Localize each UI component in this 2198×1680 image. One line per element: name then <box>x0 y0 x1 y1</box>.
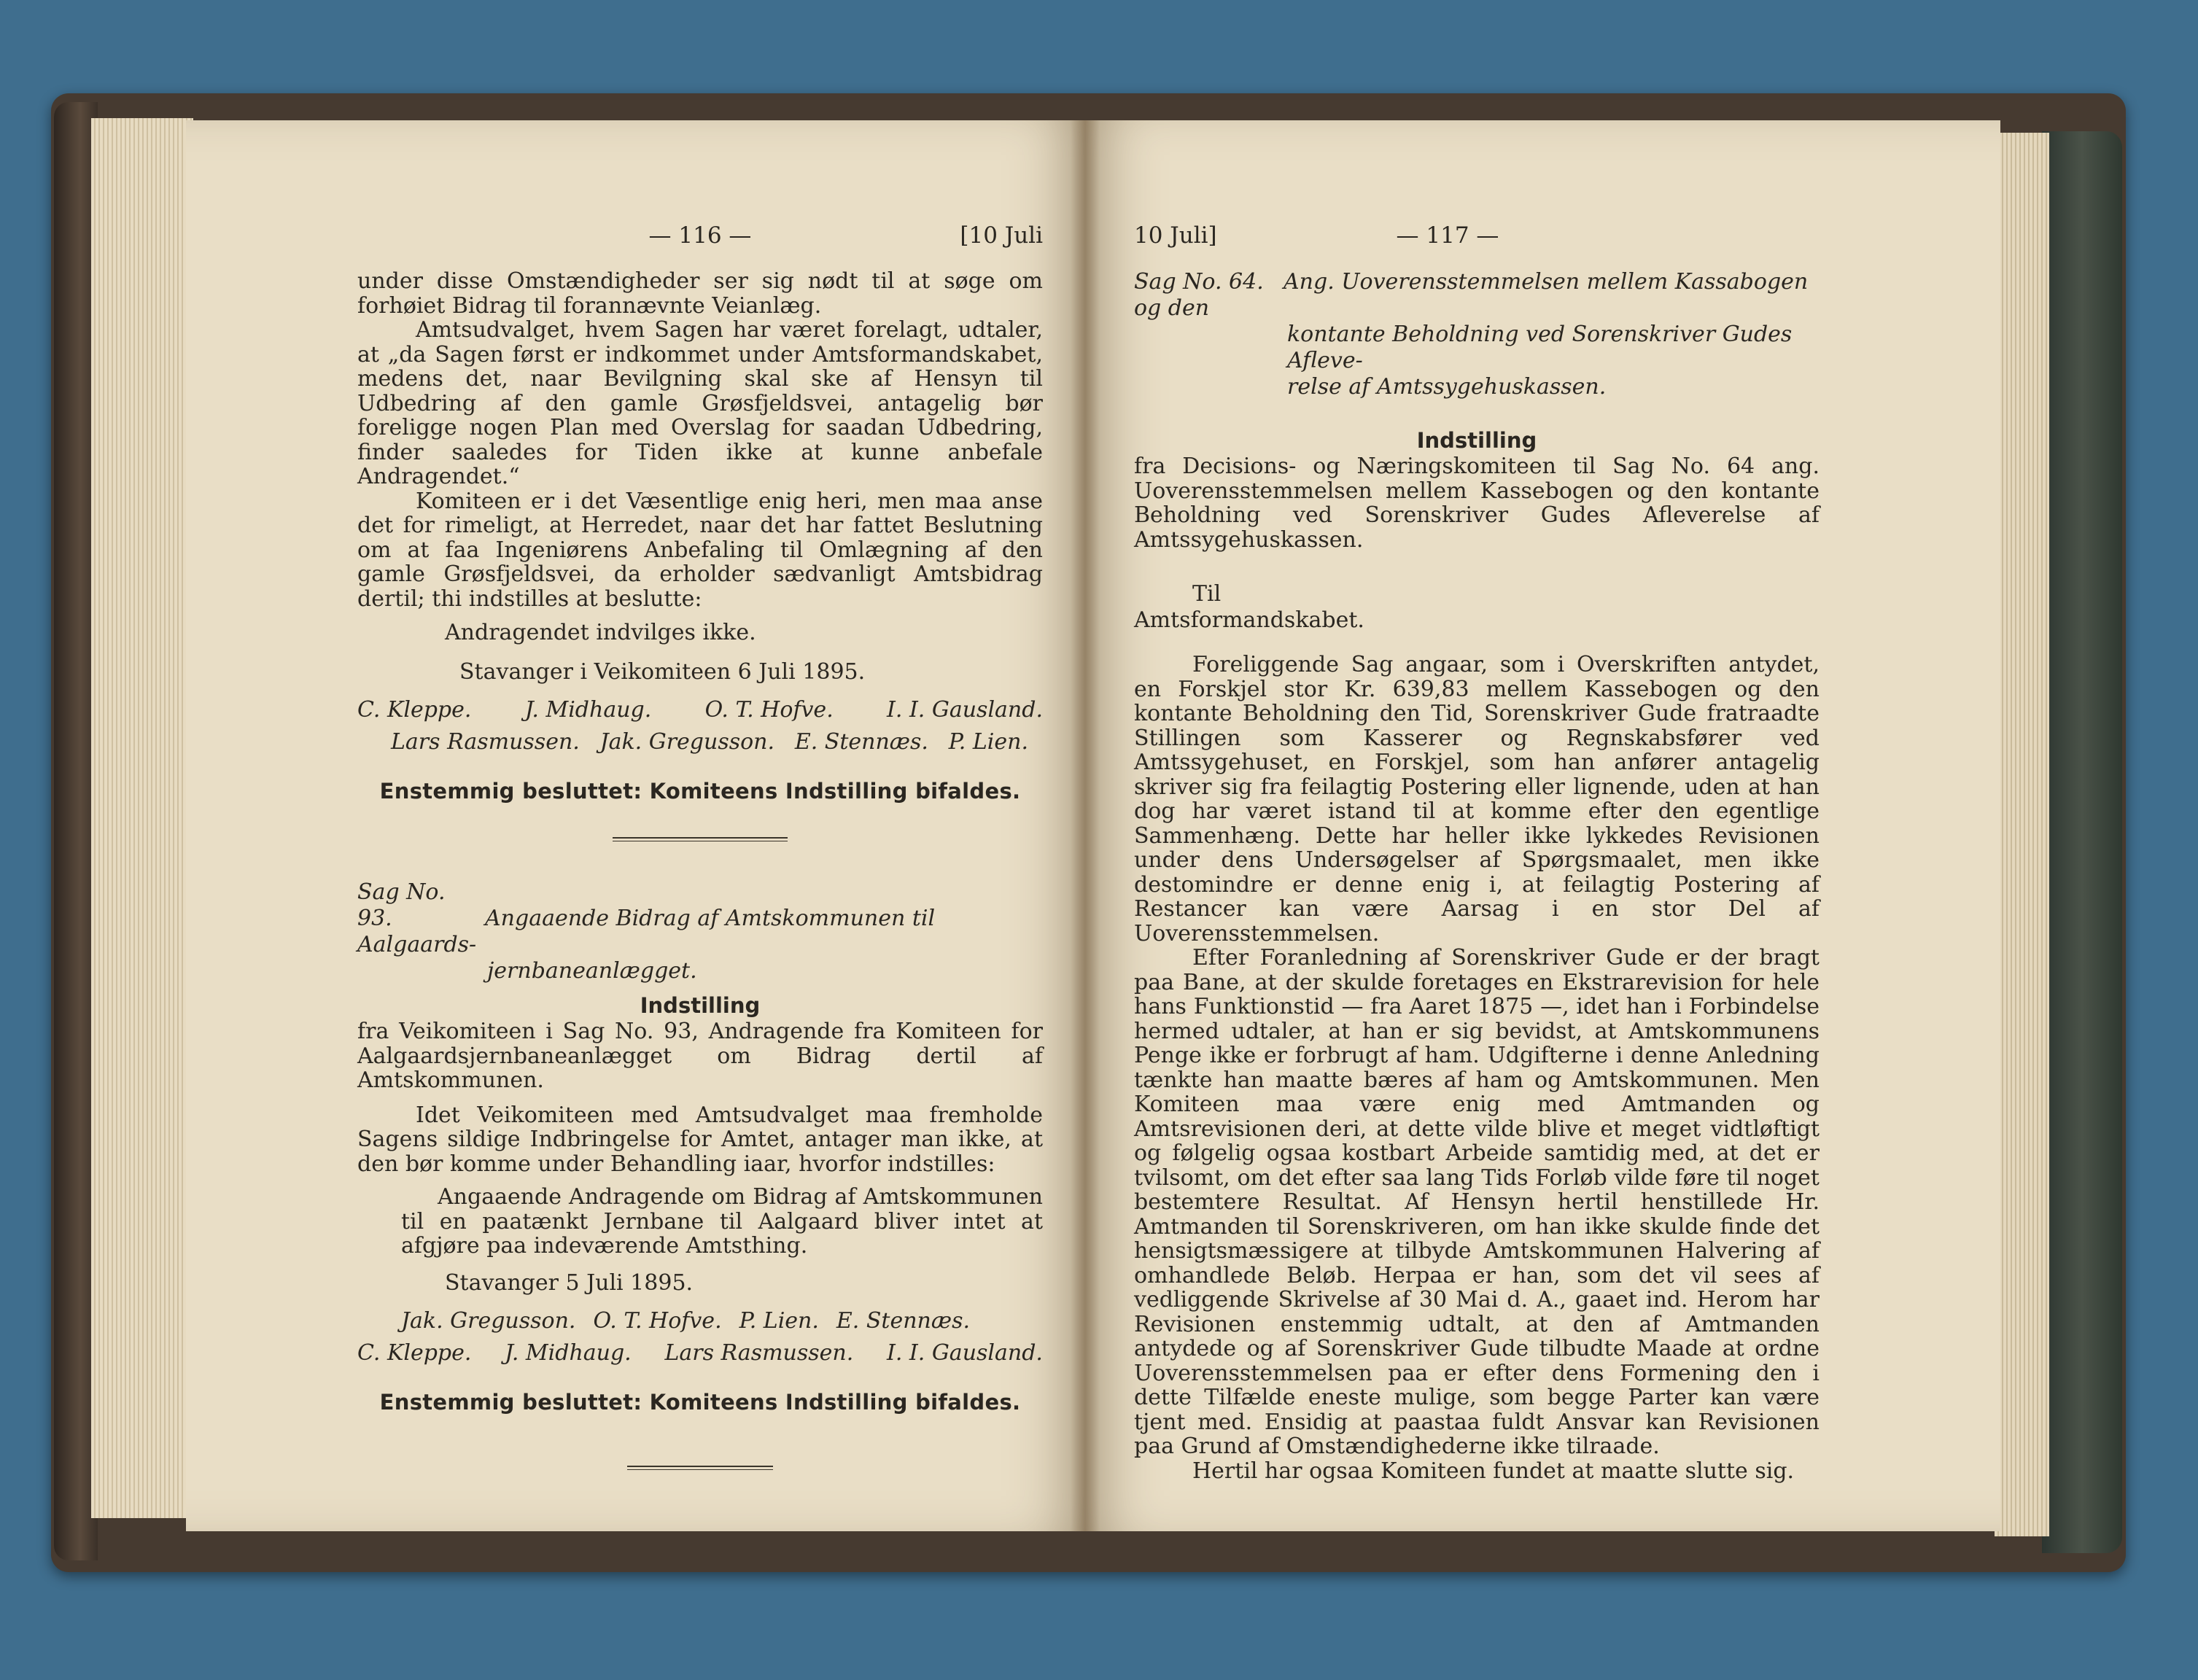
decision: Enstemmig besluttet: Komiteens Indstilling bifaldes. <box>379 779 1021 804</box>
signature: Lars Rasmussen. <box>391 729 580 755</box>
page-stack-left <box>91 118 193 1518</box>
right-page-text <box>1134 222 1820 1483</box>
section-divider <box>613 837 788 841</box>
case-heading <box>1134 269 1820 400</box>
salutation: Til <box>1192 581 1222 607</box>
signature-row <box>357 1337 1043 1369</box>
case-title: jernbaneanlægget. <box>487 958 697 984</box>
page-stack-right <box>1995 133 2049 1536</box>
signature: I. I. Gausland. <box>887 697 1043 723</box>
place-date: Stavanger 5 Juli 1895. <box>445 1269 694 1296</box>
paragraph: fra Decisions- og Næringskomiteen til Sag No. 64 ang. Uoverensstemmelsen mellem Kassebogen og den kontante Beholdning ved Sorenskriver Gudes Afleverelse af Amtssygehuskassen. <box>1134 454 1820 553</box>
running-date: [10 Juli <box>960 222 1043 249</box>
signature: C. Kleppe. <box>357 1339 472 1366</box>
running-date: 10 Juli] <box>1134 222 1217 249</box>
place-date: Stavanger i Veikomiteen 6 Juli 1895. <box>459 659 866 685</box>
case-number: Sag No. 93. <box>357 879 446 931</box>
book-cover-right-edge <box>2042 131 2122 1553</box>
left-page-text <box>357 222 1043 1470</box>
signature: Jak. Gregusson. <box>599 729 775 755</box>
section-divider <box>627 1466 773 1470</box>
signature: P. Lien. <box>739 1307 819 1334</box>
paragraph: fra Veikomiteen i Sag No. 93, Andragende fra Komiteen for Aalgaardsjernbaneanlægget om Bidrag dertil af Amtskommunen. <box>357 1019 1043 1093</box>
signature: P. Lien. <box>948 729 1028 755</box>
signature: Lars Rasmussen. <box>664 1339 854 1366</box>
signature-row <box>357 694 1043 726</box>
motion-text: Andragendet indvilges ikke. <box>445 620 756 645</box>
paragraph: Idet Veikomiteen med Amtsudvalget maa fremholde Sagens sildige Indbringelse for Amtet, antager man ikke, at den bør komme under Behandling iaar, hvorfor indstilles: <box>357 1102 1043 1177</box>
paragraph: Efter Foranledning af Sorenskriver Gude er der bragt paa Bane, at der skulde foretages en Ekstrarevision for hele hans Funktionstid — fra Aaret 1875 —, idet han i Forbindelse hermed udtaler, at han er sig bevidst, at Amtskommunens Penge ikke er forbrugt af ham. Udgifterne i denne Anledning tænkte han maatte bæres af ham og Amtskommunen. Men Komiteen maa være enig med Amtmanden og Amtsrevisionen deri, at dette vilde blive et meget vidtløftigt og følgelig ogsaa kostbart Arbeide samtidig med, at det er tvilsomt, om det efter saa lang Tids Forløb vilde føre til noget bestemtere Resultat. Af Hensyn hertil henstillede Hr. Amtmanden til Sorenskriveren, om han ikke skulde finde det hensigtsmæssigere at tilbyde Amtskommunen Halvering af omhandlede Beløb. Herpaa er han, som det vil sees af vedliggende Skrivelse af 30 Mai d. A., gaaet ind. Herom har Revisionen enstemmig udtalt, at den af Amtmanden antydede og af Sorenskriver Gude tilbudte Maade at ordne Uoverensstemmelsen paa er efter dens Formening den i dette Tilfælde eneste mulige, som begge Parter kan være tjent med. Ensidig at paastaa fuldt Ansvar kan Revisionen paa Grund af Omstændighederne ikke tilraade. <box>1134 945 1820 1459</box>
signature: J. Midhaug. <box>524 697 652 723</box>
case-title: kontante Beholdning ved Sorenskriver Gudes Afleve- <box>1287 322 1793 373</box>
decision: Enstemmig besluttet: Komiteens Indstilling bifaldes. <box>379 1389 1021 1415</box>
section-title: Indstilling <box>1416 428 1537 453</box>
page-number: — 117 — <box>1396 222 1499 249</box>
case-heading <box>357 879 1043 984</box>
book-gutter <box>1071 120 1100 1531</box>
signature: E. Stennæs. <box>836 1307 970 1334</box>
case-number: Sag No. 64. <box>1134 269 1264 295</box>
signature: O. T. Hofve. <box>593 1307 722 1334</box>
addressee: Amtsformandskabet. <box>1134 607 1364 633</box>
case-title: relse af Amtssygehuskassen. <box>1287 374 1607 400</box>
signature: J. Midhaug. <box>505 1339 632 1366</box>
signature: Jak. Gregusson. <box>401 1307 576 1334</box>
page-number: — 116 — <box>648 222 752 249</box>
signature-row <box>357 726 1043 758</box>
signature: I. I. Gausland. <box>887 1339 1043 1366</box>
paragraph: Amtsudvalget, hvem Sagen har været forelagt, udtaler, at „da Sagen først er indkommet under Amtsformandskabet, medens det, naar Bevilgning skal ske af Hensyn til Udbedring af den gamle Grøsfjeldsvei, antagelig bør foreligge nogen Plan med Overslag for saadan Udbedring, finder saaledes for Tiden ikke at kunne anbefale Andragendet.“ <box>357 317 1043 489</box>
case-title: Angaaende Bidrag af Amtskommunen til Aalgaards- <box>357 906 936 957</box>
right-page-header <box>1134 222 1820 254</box>
motion-text: Angaaende Andragende om Bidrag af Amtskommunen til en paatænkt Jernbane til Aalgaard bliver intet at afgjøre paa indeværende Amtsthing. <box>401 1184 1043 1259</box>
signature-row <box>357 1305 1043 1337</box>
paragraph: Komiteen er i det Væsentlige enig heri, men maa anse det for rimeligt, at Herredet, naar det har fattet Beslutning om at faa Ingeniørens Anbefaling til Omlægning af den gamle Grøsfjeldsvei, da erholder sædvanligt Amtsbidrag dertil; thi indstilles at beslutte: <box>357 488 1043 612</box>
left-page-header <box>357 222 1043 254</box>
case-title: Ang. Uoverensstemmelsen mellem Kassabogen og den <box>1134 269 1809 321</box>
signature: O. T. Hofve. <box>704 697 834 723</box>
signature: E. Stennæs. <box>794 729 928 755</box>
paragraph: Foreliggende Sag angaar, som i Overskriften antydet, en Forskjel stor Kr. 639,83 mellem Kassebogen og den kontante Beholdning den Tid, Sorenskriver Gude fratraadte Stillingen som Kasserer og Regnskabsfører ved Amtssygehuset, en Forskjel, som han anfører antagelig skriver sig fra feilagtig Postering eller lignende, uden at han dog har været istand til at komme efter den egentlige Sammenhæng. Dette har heller ikke lykkedes Revisionen under dens Undersøgelser af Spørgsmaalet, men ikke destomindre er denne enig i, at feilagtig Postering af Restancer kan være Aarsag i en stor Del af Uoverensstemmelsen. <box>1134 652 1820 946</box>
section-title: Indstilling <box>640 993 761 1018</box>
paragraph: under disse Omstændigheder ser sig nødt til at søge om forhøiet Bidrag til forannævnte Veianlæg. <box>357 268 1043 319</box>
paragraph: Hertil har ogsaa Komiteen fundet at maatte slutte sig. <box>1192 1458 1795 1484</box>
signature: C. Kleppe. <box>357 697 472 723</box>
